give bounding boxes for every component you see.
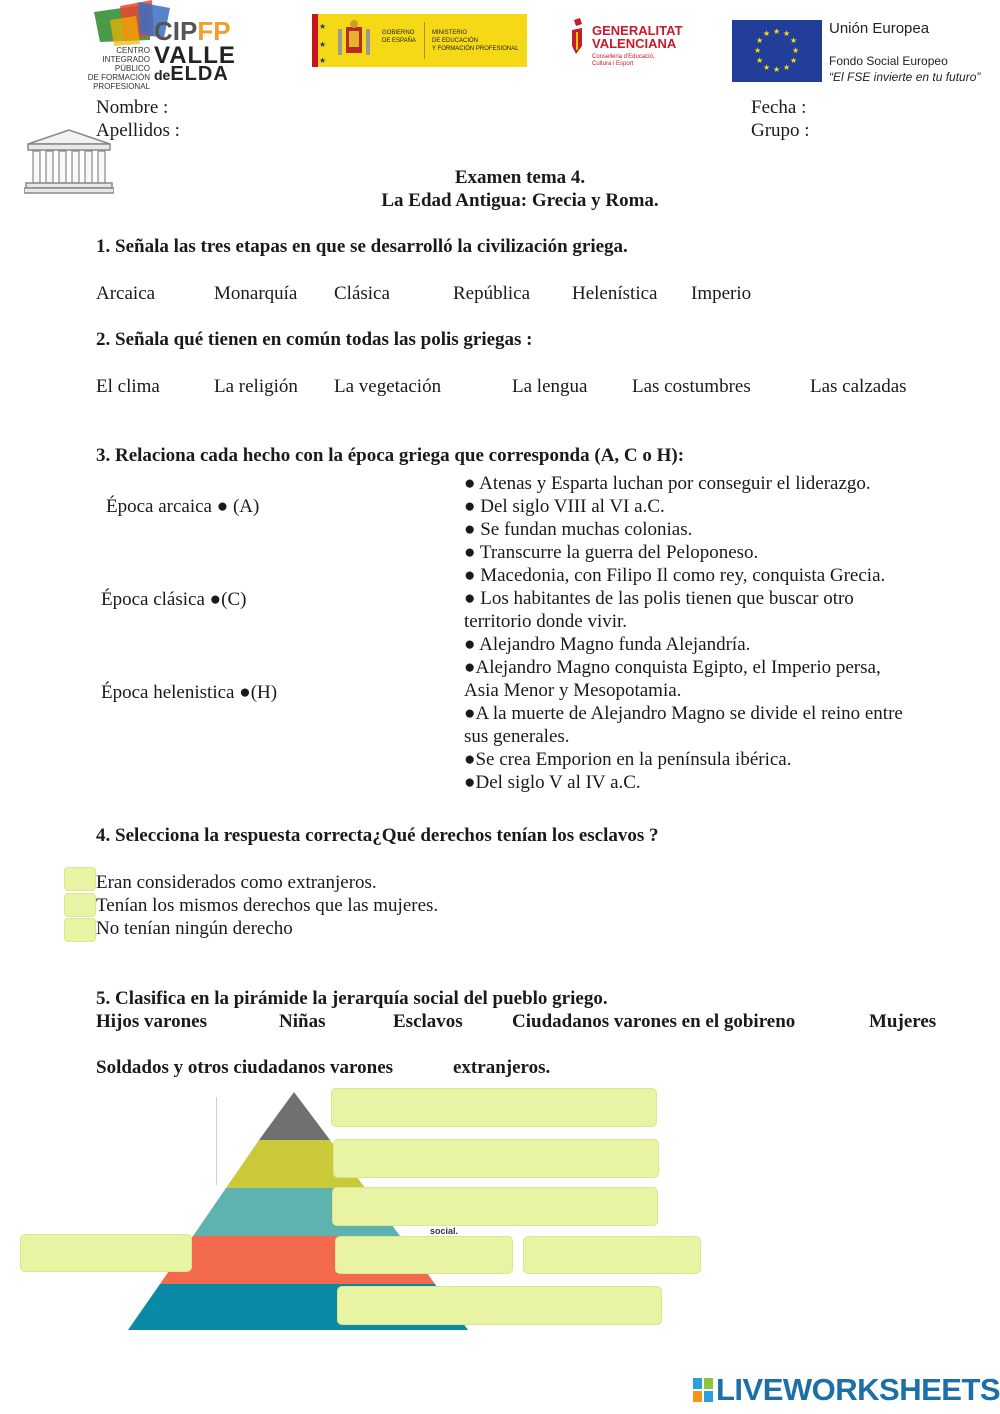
svg-text:★: ★ [792, 46, 800, 55]
q3-fact[interactable]: ●A la muerte de Alejandro Magno se divide el reino entre [464, 703, 903, 724]
q5-word[interactable]: Hijos varones [96, 1011, 208, 1032]
q1-question: 1. Señala las tres etapas en que se desarrolló la civilización griega. [96, 236, 628, 257]
svg-text:★: ★ [790, 56, 798, 65]
q3-fact[interactable]: ● Del siglo VIII al VI a.C. [464, 496, 665, 517]
liveworksheets-brand: LIVEWORKSHEETS [716, 1372, 1000, 1407]
pyramid-drop-box-7[interactable] [337, 1286, 662, 1325]
q5-word[interactable]: Ciudadanos varones en el gobireno [512, 1011, 796, 1032]
svg-text:★: ★ [319, 56, 327, 65]
q2-option[interactable]: El clima [96, 376, 160, 397]
pyramid-drop-box-4[interactable] [20, 1234, 192, 1272]
eu-motto: “El FSE invierte en tu futuro” [829, 70, 981, 84]
q3-fact[interactable]: ● Alejandro Magno funda Alejandría. [464, 634, 751, 655]
q3-fact[interactable]: ●Del siglo V al IV a.C. [464, 772, 641, 793]
pyramid-drop-box-2[interactable] [333, 1139, 659, 1178]
q1-option[interactable]: Monarquía [214, 283, 298, 304]
q1-option[interactable]: Clásica [334, 283, 390, 304]
q3-question: 3. Relaciona cada hecho con la época griega que corresponda (A, C o H): [96, 445, 685, 466]
q3-fact[interactable]: ●Alejandro Magno conquista Egipto, el Imperio persa, [464, 657, 881, 678]
q1-option[interactable]: Arcaica [96, 283, 156, 304]
gva-text-3: Conselleria d'Educació, [592, 54, 655, 60]
pyramid-drop-box-3[interactable] [332, 1187, 658, 1226]
q2-option[interactable]: Las calzadas [810, 376, 907, 397]
q3-fact[interactable]: ● Los habitantes de las polis tienen que buscar otro [464, 588, 854, 609]
svg-text:★: ★ [763, 63, 771, 72]
q3-epoch-clasica[interactable]: Época clásica ●(C) [101, 589, 247, 610]
svg-text:★: ★ [763, 29, 771, 38]
pyramid-label: social. [430, 1226, 459, 1236]
q2-option[interactable]: Las costumbres [632, 376, 751, 397]
grupo-label: Grupo : [751, 120, 810, 141]
exam-title: Examen tema 4. [454, 167, 586, 188]
logo-elda: ELDA [170, 63, 229, 85]
q5-word[interactable]: Soldados y otros ciudadanos varones [96, 1057, 394, 1078]
q1-option[interactable]: República [453, 283, 531, 304]
logo-text-4: PROFESIONAL [93, 82, 150, 91]
svg-text:★: ★ [790, 36, 798, 45]
apellidos-label: Apellidos : [96, 120, 180, 141]
q2-question: 2. Señala qué tienen en común todas las polis griegas : [96, 329, 533, 350]
eu-title: Unión Europea [829, 20, 930, 37]
q3-fact[interactable]: ● Macedonia, con Filipo Il como rey, conquista Grecia. [464, 565, 886, 586]
q4-option-2: Tenían los mismos derechos que las mujeres. [96, 895, 439, 916]
q5-word[interactable]: Niñas [279, 1011, 326, 1032]
gva-text-4: Cultura i Esport [592, 61, 634, 67]
q3-fact[interactable]: ● Transcurre la guerra del Peloponeso. [464, 542, 759, 563]
svg-text:★: ★ [754, 46, 762, 55]
svg-text:★: ★ [756, 36, 764, 45]
pyramid-tier-top [259, 1092, 330, 1140]
svg-text:★: ★ [773, 27, 781, 36]
ministry-text-1: GOBIERNO [382, 30, 415, 36]
q3-fact-continued: territorio donde vivir. [464, 611, 628, 632]
ministry-text-3: MINISTERIO [432, 30, 468, 36]
svg-text:★: ★ [756, 56, 764, 65]
eu-fund: Fondo Social Europeo [829, 54, 948, 68]
pyramid-drop-box-1[interactable] [331, 1088, 657, 1127]
q5-word[interactable]: Esclavos [393, 1011, 463, 1032]
gva-text-2: VALENCIANA [592, 36, 677, 51]
q3-fact[interactable]: ●Se crea Emporion en la península ibérica. [464, 749, 792, 770]
svg-text:★: ★ [773, 65, 781, 74]
logo-text-1: CENTRO [116, 46, 150, 55]
q4-option-1: Eran considerados como extranjeros. [96, 872, 377, 893]
q3-epoch-helenistica[interactable]: Época helenistica ●(H) [101, 682, 278, 703]
q3-fact[interactable]: ● Se fundan muchas colonias. [464, 519, 693, 540]
nombre-label: Nombre : [96, 97, 169, 118]
exam-subtitle: La Edad Antigua: Grecia y Roma. [381, 190, 659, 211]
q3-fact[interactable]: ● Atenas y Esparta luchan por conseguir el liderazgo. [464, 473, 871, 494]
q4-option-3: No tenían ningún derecho [96, 918, 293, 939]
pyramid-drop-box-5[interactable] [335, 1236, 513, 1274]
ministry-text-2: DE ESPAÑA [382, 38, 416, 44]
logo-text-3: DE FORMACIÓN [87, 73, 150, 82]
pyramid-drop-box-6[interactable] [523, 1236, 701, 1274]
q1-option[interactable]: Imperio [691, 283, 752, 304]
gva-text-1: GENERALITAT [592, 23, 683, 38]
q5-question: 5. Clasifica en la pirámide la jerarquía social del pueblo griego. [96, 988, 608, 1009]
liveworksheets-logo-icon [693, 1378, 713, 1402]
ministry-text-5: Y FORMACIÓN PROFESIONAL [432, 46, 519, 52]
ministry-text-4: DE EDUCACIÓN [432, 38, 479, 44]
q4-question: 4. Selecciona la respuesta correcta¿Qué derechos tenían los esclavos ? [96, 825, 659, 846]
q1-option[interactable]: Helenística [572, 283, 658, 304]
logo-valle: VALLE [154, 42, 236, 69]
svg-text:★: ★ [783, 63, 791, 72]
q3-epoch-arcaica[interactable]: Época arcaica ● (A) [106, 496, 260, 517]
logo-cip: CIP [154, 16, 198, 46]
q5-word[interactable]: extranjeros. [453, 1057, 551, 1078]
q3-fact-continued: sus generales. [464, 726, 570, 747]
logo-de: de [154, 67, 171, 83]
logo-text-2: INTEGRADO PÚBLICO [102, 55, 150, 73]
q3-fact-continued: Asia Menor y Mesopotamia. [464, 680, 682, 701]
svg-text:★: ★ [319, 40, 327, 49]
svg-text:★: ★ [783, 29, 791, 38]
fecha-label: Fecha : [751, 97, 807, 118]
logo-fp: FP [197, 16, 231, 46]
svg-text:★: ★ [319, 22, 327, 31]
q2-option[interactable]: La vegetación [334, 376, 442, 397]
q2-option[interactable]: La religión [214, 376, 298, 397]
q2-option[interactable]: La lengua [512, 376, 588, 397]
q5-word[interactable]: Mujeres [869, 1011, 937, 1032]
